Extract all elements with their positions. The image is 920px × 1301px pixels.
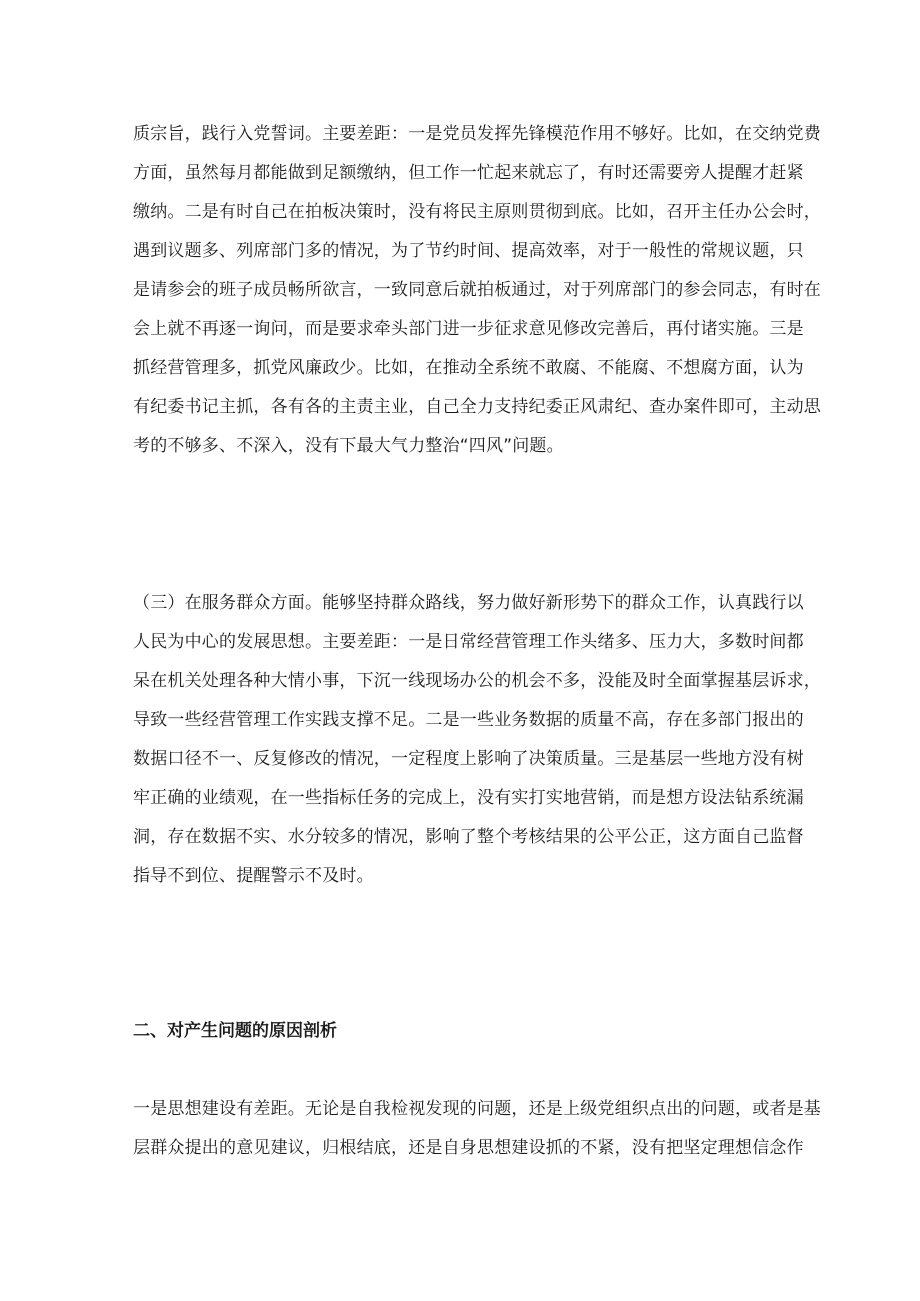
paragraph-party-member-duties xyxy=(133,115,821,466)
section-heading: 二、对产生问题的原因剖析 xyxy=(133,1021,337,1041)
text-line: 缴纳。二是有时自己在拍板决策时，没有将民主原则贯彻到底。比如，召开主任办公会时， xyxy=(133,202,821,222)
text-line: 人民为中心的发展思想。主要差距：一是日常经营管理工作头绪多、压力大，多数时间都 xyxy=(133,632,804,652)
text-line: 质宗旨，践行入党誓词。主要差距：一是党员发挥先锋模范作用不够好。比如，在交纳党费 xyxy=(133,124,821,144)
text-line: 有纪委书记主抓，各有各的主责主业，自己全力支持纪委正风肃纪、查办案件即可，主动思 xyxy=(133,397,821,417)
text-line: 是请参会的班子成员畅所欲言，一致同意后就拍板通过，对于列席部门的参会同志，有时在 xyxy=(133,280,821,300)
text-line: 指导不到位、提醒警示不及时。 xyxy=(133,866,374,886)
paragraph-cause-analysis xyxy=(133,1090,821,1168)
text-line: 洞，存在数据不实、水分较多的情况，影响了整个考核结果的公平公正，这方面自己监督 xyxy=(133,827,804,847)
text-line: 遇到议题多、列席部门多的情况，为了节约时间、提高效率，对于一般性的常规议题，只 xyxy=(133,241,804,261)
text-line: 数据口径不一、反复修改的情况，一定程度上影响了决策质量。三是基层一些地方没有树 xyxy=(133,749,804,769)
text-line: 考的不够多、不深入，没有下最大气力整治“四风”问题。 xyxy=(133,436,564,456)
text-line: 方面，虽然每月都能做到足额缴纳，但工作一忙起来就忘了，有时还需要旁人提醒才赶紧 xyxy=(133,163,804,183)
text-line: 导致一些经营管理工作实践支撑不足。二是一些业务数据的质量不高，存在多部门报出的 xyxy=(133,710,804,730)
text-line: 抓经营管理多，抓党风廉政少。比如，在推动全系统不敢腐、不能腐、不想腐方面，认为 xyxy=(133,358,804,378)
text-line: （三）在服务群众方面。能够坚持群众路线，努力做好新形势下的群众工作，认真践行以 xyxy=(133,593,804,613)
paragraph-serving-the-masses xyxy=(133,584,821,896)
text-line: 会上就不再逐一询问，而是要求牵头部门进一步征求意见修改完善后，再付诸实施。三是 xyxy=(133,319,804,339)
text-line: 一是思想建设有差距。无论是自我检视发现的问题，还是上级党组织点出的问题，或者是基 xyxy=(133,1099,821,1119)
text-line: 牢正确的业绩观，在一些指标任务的完成上，没有实打实地营销，而是想方设法钻系统漏 xyxy=(133,788,804,808)
text-line: 层群众提出的意见建议，归根结底，还是自身思想建设抓的不紧，没有把坚定理想信念作 xyxy=(133,1138,804,1158)
text-line: 呆在机关处理各种大情小事，下沉一线现场办公的机会不多，没能及时全面掌握基层诉求， xyxy=(133,671,821,691)
